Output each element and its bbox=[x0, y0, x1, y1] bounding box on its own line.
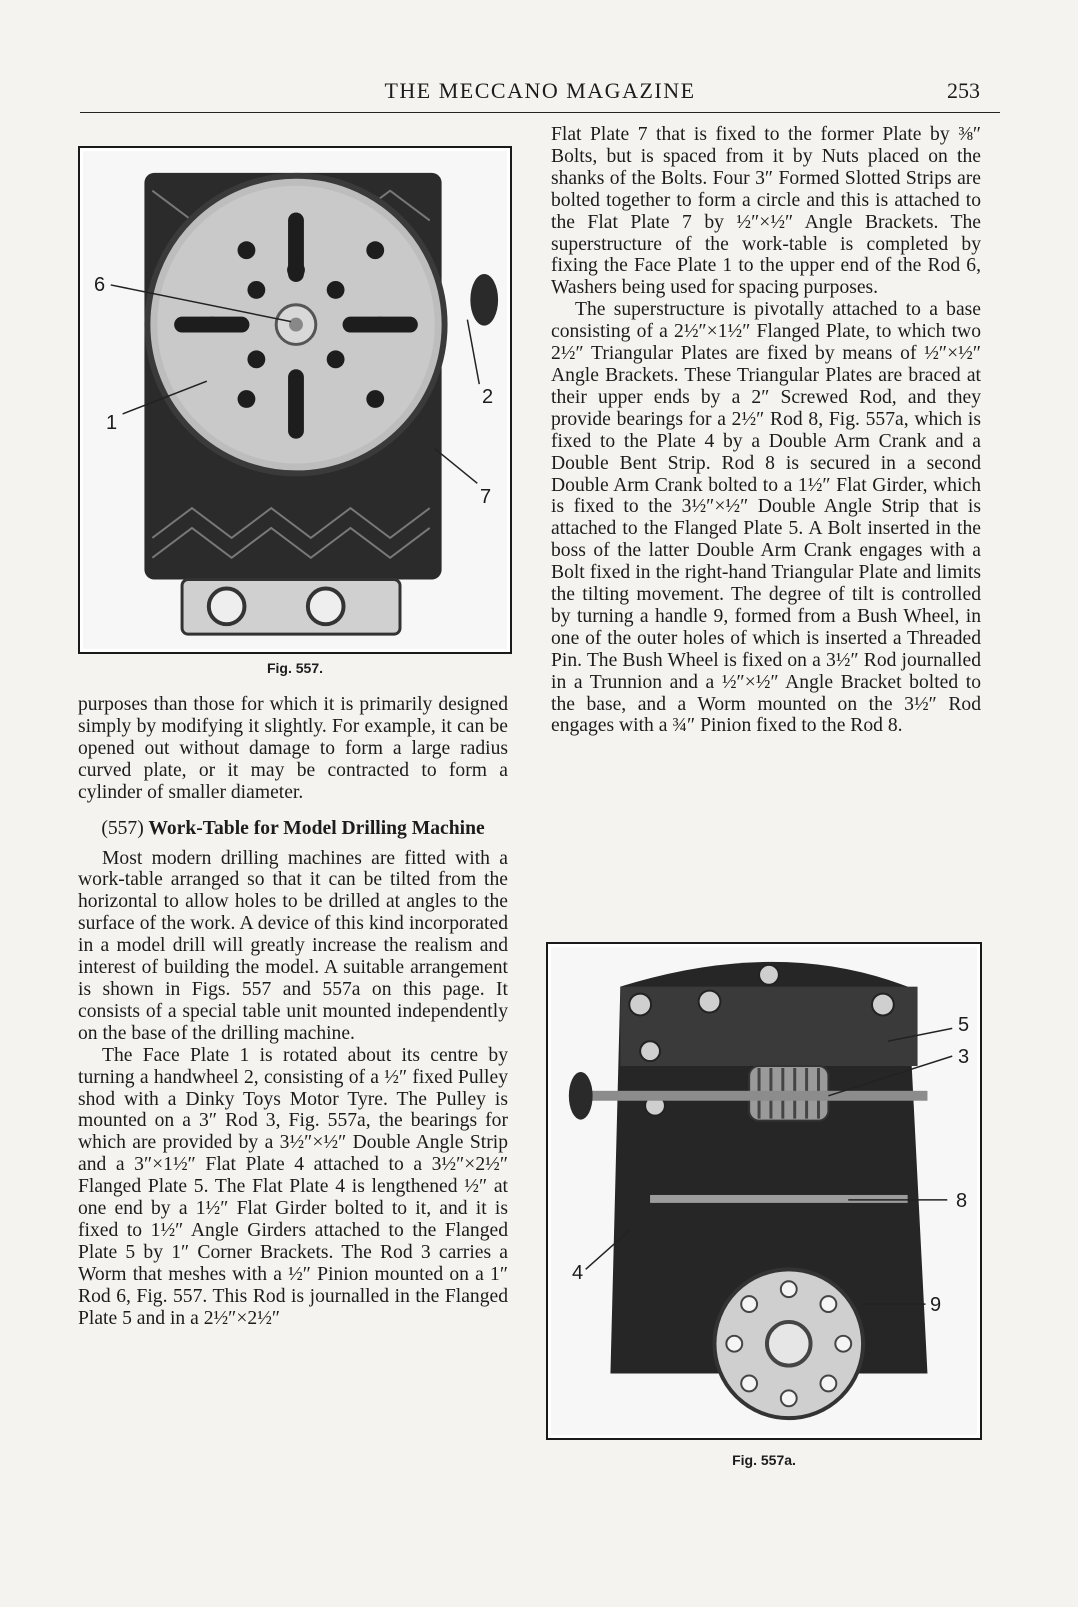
figure-557a-illustration bbox=[551, 947, 977, 1435]
page-number: 253 bbox=[947, 78, 980, 103]
fig557-label-6: 6 bbox=[94, 274, 106, 296]
section-title: Work-Table for Model Drilling Machine bbox=[148, 817, 485, 839]
figure-557-photo bbox=[78, 146, 512, 654]
body-paragraph-2: The Face Plate 1 is rotated about its centre by turning a handwheel 2, consisting of a ½″ fixed Pulley shod with a Dinky Toys Motor Tyre. The Pulley is mounted on a 3″ Rod 3, Fig. 557a, the bearings for which are provided by a 3½″×½″ Double Angle Strip and a 3″×1½″ Flat Plate 4 attached to a 3½″×2½″ Flanged Plate 5. The Flat Plate 4 is lengthened ½″ at one end by a 1½″ Flat Girder bolted to it, and it is fixed to 1½″ Angle Girders attached to the Flanged Plate 5 by 1″ Corner Brackets. The Rod 3 carries a Worm that meshes with a ½″ Pinion mounted on a 1″ Rod 6, Fig. 557. This Rod is journalled in the Flanged Plate 5 and in a 2½″×2½″ bbox=[78, 1044, 508, 1329]
figure-557-illustration bbox=[83, 151, 507, 649]
left-column bbox=[78, 694, 508, 1329]
body-paragraph-1: Most modern drilling machines are fitted with a work-table arranged so that it can be tilted from the horizontal to allow holes to be drilled at angles to the surface of the work. A device of this kind incorporated in a model drill will greatly increase the realism and interest of building the model. A suitable arrangement is shown in Figs. 557 and 557a on this page. It consists of a special table unit mounted independently on the base of the drilling machine. bbox=[78, 847, 508, 1044]
fig557a-label-9: 9 bbox=[930, 1294, 942, 1316]
figure-557a-caption: Fig. 557a. bbox=[732, 1452, 796, 1468]
fig557a-label-4: 4 bbox=[572, 1262, 584, 1284]
right-column bbox=[551, 124, 981, 737]
page-header bbox=[80, 78, 1000, 108]
magazine-title: THE MECCANO MAGAZINE bbox=[384, 78, 696, 103]
right-paragraph-2: The superstructure is pivotally attached to a base consisting of a 2½″×1½″ Flanged Plate, to which two 2½″ Triangular Plates are fixed by means of ½″×½″ Angle Brackets. These Triangular Plates are braced at their upper ends by a 2″ Screwed Rod, and they provide bearings for a 2½″ Rod 8, Fig. 557a, which is fixed to the Plate 4 by a Double Arm Crank and a Double Bent Strip. Rod 8 is secured in a second Double Arm Crank bolted to a 1½″ Flat Girder, which is fixed to the 3½″×½″ Double Angle Strip that is attached to the Flanged Plate 5. A Bolt inserted in the boss of the latter Double Arm Crank engages with a Bolt fixed in the right-hand Triangular Plate and limits the tilting movement. The degree of tilt is controlled by turning a handle 9, formed from a Bush Wheel, in one of the outer holes of which is inserted a Threaded Pin. The Bush Wheel is fixed on a 3½″ Rod journalled in a Trunnion and a ½″×½″ Angle Bracket bolted to the base, and a Worm mounted on the 3½″ Rod engages with a ¾″ Pinion fixed to the Rod 8. bbox=[551, 299, 981, 737]
fig557-label-1: 1 bbox=[106, 412, 118, 434]
fig557a-label-3: 3 bbox=[958, 1046, 970, 1068]
fig557-label-7: 7 bbox=[480, 486, 492, 508]
right-paragraph-1: Flat Plate 7 that is fixed to the former Plate by ⅜″ Bolts, but is spaced from it by Nuts placed on the shanks of the Bolts. Four 3″ Formed Slotted Strips are bolted together to form a circle and this is attached to the Flat Plate 7 by ½″×½″ Angle Brackets. The superstructure of the work-table is completed by fixing the Face Plate 1 to the upper end of the Rod 6, Washers being used for spacing purposes. bbox=[551, 124, 981, 299]
fig557-label-2: 2 bbox=[482, 386, 494, 408]
figure-557a-photo bbox=[546, 942, 982, 1440]
section-number: (557) bbox=[101, 817, 144, 839]
fig557a-label-5: 5 bbox=[958, 1014, 970, 1036]
fig557a-label-8: 8 bbox=[956, 1190, 968, 1212]
header-rule bbox=[80, 112, 1000, 113]
intro-paragraph: purposes than those for which it is primarily designed simply by modifying it slightly. For example, it can be opened out without damage to form a large radius curved plate, or it may be contracted to form a cylinder of smaller diameter. bbox=[78, 694, 508, 803]
figure-557-caption: Fig. 557. bbox=[266, 660, 324, 676]
section-heading bbox=[78, 818, 508, 840]
